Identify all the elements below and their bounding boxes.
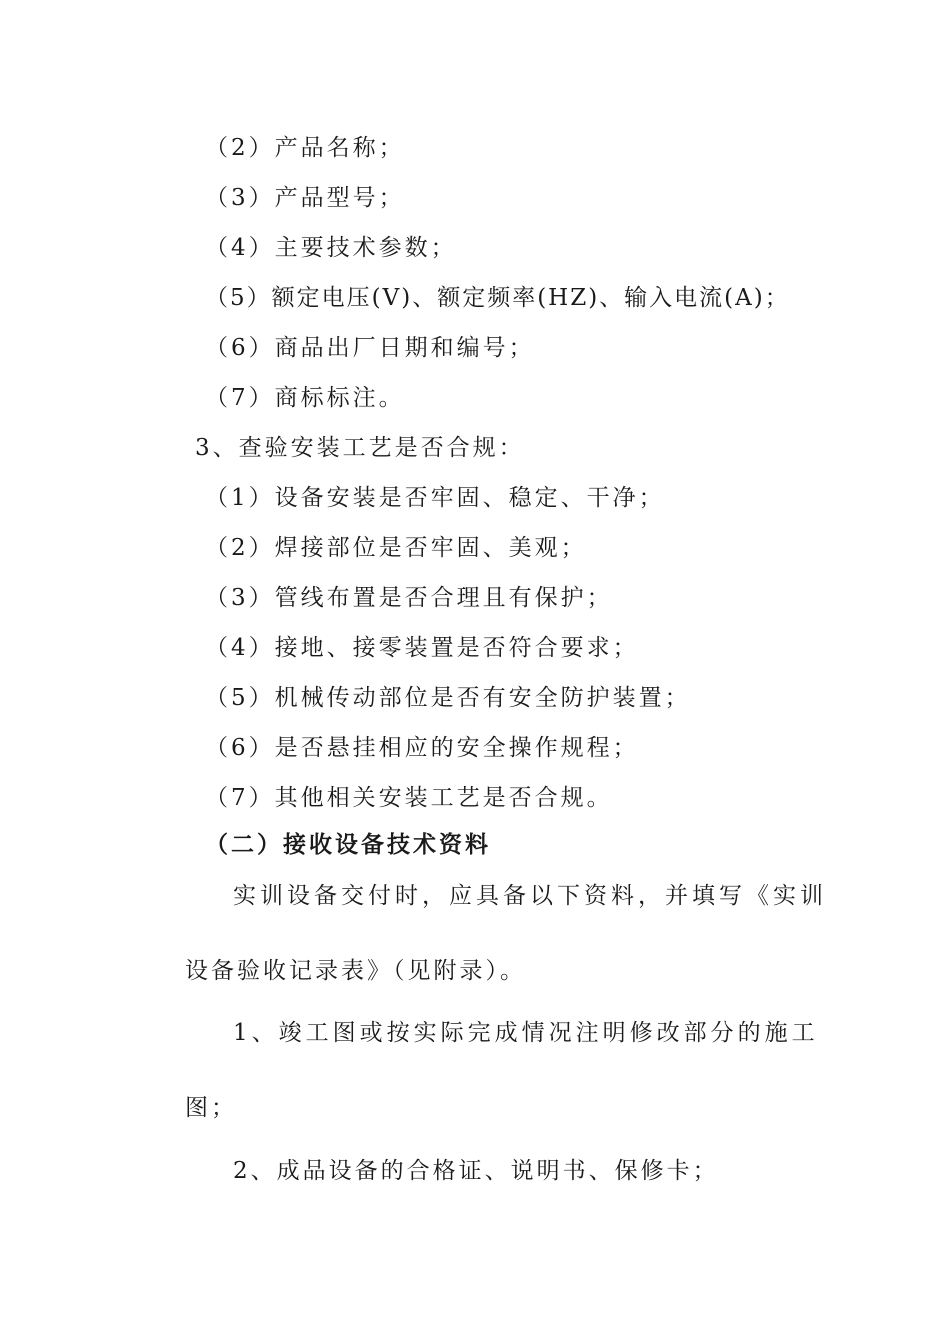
list-item: （1）设备安装是否牢固、稳定、干净； xyxy=(205,485,665,511)
section-heading: 3、查验安装工艺是否合规： xyxy=(195,435,525,461)
list-item: （2）产品名称； xyxy=(205,135,405,161)
list-item: （5）机械传动部位是否有安全防护装置； xyxy=(205,685,691,711)
list-item: （6）是否悬挂相应的安全操作规程； xyxy=(205,735,639,761)
paragraph-line: 实训设备交付时，应具备以下资料，并填写《实训 xyxy=(233,883,827,909)
paragraph-line: 设备验收记录表》（见附录）。 xyxy=(185,958,526,984)
list-item: （3）管线布置是否合理且有保护； xyxy=(205,585,613,611)
numbered-item: 2、成品设备的合格证、说明书、保修卡； xyxy=(233,1158,719,1184)
list-item: （5）额定电压(V)、额定频率(HZ)、输入电流(A)； xyxy=(205,285,790,311)
numbered-item-continuation: 图； xyxy=(185,1095,237,1121)
list-item: （6）商品出厂日期和编号； xyxy=(205,335,535,361)
list-item: （2）焊接部位是否牢固、美观； xyxy=(205,535,587,561)
list-item: （4）接地、接零装置是否符合要求； xyxy=(205,635,639,661)
list-item: （3）产品型号； xyxy=(205,185,405,211)
list-item: （7）商标标注。 xyxy=(205,385,405,411)
subsection-heading: （二）接收设备技术资料 xyxy=(205,831,491,858)
numbered-item: 1、竣工图或按实际完成情况注明修改部分的施工 xyxy=(233,1020,819,1046)
list-item: （4）主要技术参数； xyxy=(205,235,457,261)
list-item: （7）其他相关安装工艺是否合规。 xyxy=(205,785,613,811)
